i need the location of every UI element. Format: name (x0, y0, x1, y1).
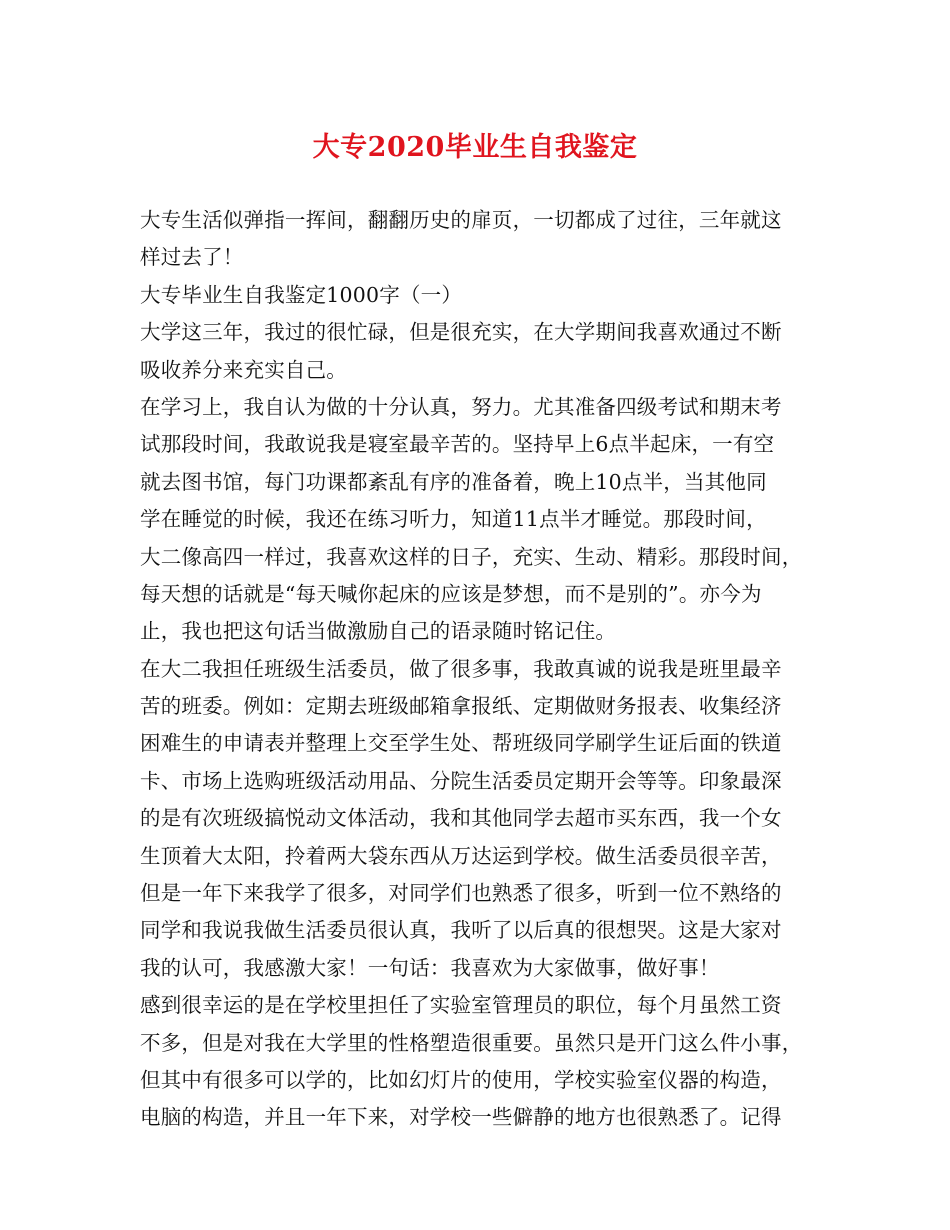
body-line: 但是一年下来我学了很多，对同学们也熟悉了很多，听到一位不熟络的 (140, 881, 782, 906)
body-line: 吸收养分来充实自己。 (140, 357, 347, 382)
body-line: 大二像高四一样过，我喜欢这样的日子，充实、生动、精彩。那段时间， (140, 544, 803, 569)
body-line: 学在睡觉的时候，我还在练习听力，知道11点半才睡觉。那段时间， (140, 507, 767, 532)
body-line: 大专生活似弹指一挥间，翻翻历史的扉页，一切都成了过往，三年就这 (140, 208, 782, 232)
body-line: 样过去了！ (140, 245, 244, 270)
body-line: 试那段时间，我敢说我是寝室最辛苦的。坚持早上6点半起床，一有空 (140, 432, 775, 457)
body-line: 电脑的构造，并且一年下来，对学校一些僻静的地方也很熟悉了。记得 (140, 1105, 782, 1130)
body-line: 大专毕业生自我鉴定1000字（一） (140, 282, 463, 307)
body-line: 大学这三年，我过的很忙碌，但是很充实，在大学期间我喜欢通过不断 (140, 320, 782, 345)
body-line: 每天想的话就是“每天喊你起床的应该是梦想，而不是别的”。亦今为 (140, 581, 762, 606)
body-line: 但其中有很多可以学的，比如幻灯片的使用，学校实验室仪器的构造， (140, 1067, 782, 1092)
body-line: 我的认可，我感激大家！一句话：我喜欢为大家做事，做好事！ (140, 955, 720, 980)
page-title: 大专2020毕业生自我鉴定 (312, 132, 638, 163)
body-line: 生顶着大太阳，拎着两大袋东西从万达运到学校。做生活委员很辛苦， (140, 843, 782, 868)
body-line: 困难生的申请表并整理上交至学生处、帮班级同学刷学生证后面的铁道 (140, 731, 782, 756)
body-line: 感到很幸运的是在学校里担任了实验室管理员的职位，每个月虽然工资 (140, 993, 782, 1018)
document-body (140, 202, 816, 1137)
body-line: 在大二我担任班级生活委员，做了很多事，我敢真诚的说我是班里最辛 (140, 656, 782, 681)
body-line: 苦的班委。例如：定期去班级邮箱拿报纸、定期做财务报表、收集经济 (140, 694, 782, 719)
body-line: 不多，但是对我在大学里的性格塑造很重要。虽然只是开门这么件小事， (140, 1030, 803, 1055)
body-line: 在学习上，我自认为做的十分认真，努力。尤其准备四级考试和期末考 (140, 394, 782, 419)
body-line: 的是有次班级搞悦动文体活动，我和其他同学去超市买东西，我一个女 (140, 806, 782, 831)
body-line: 止，我也把这句话当做激励自己的语录随时铭记住。 (140, 619, 617, 644)
body-line: 就去图书馆，每门功课都紊乱有序的准备着，晚上10点半，当其他同 (140, 469, 767, 494)
body-line: 同学和我说我做生活委员很认真，我听了以后真的很想哭。这是大家对 (140, 918, 782, 943)
body-line: 卡、市场上选购班级活动用品、分院生活委员定期开会等等。印象最深 (140, 768, 782, 793)
